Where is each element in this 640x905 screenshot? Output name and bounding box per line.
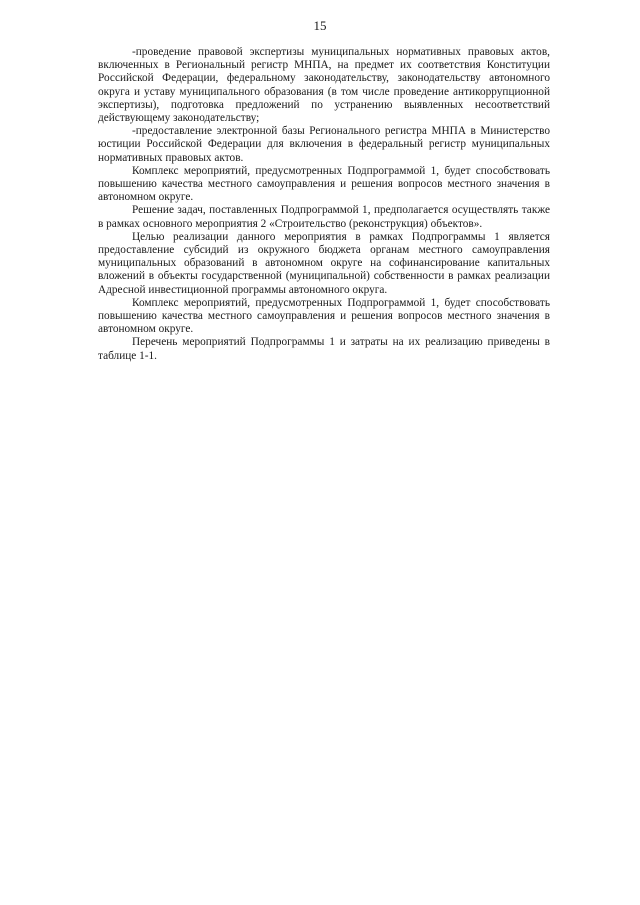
paragraph-measures-list: Перечень мероприятий Подпрограммы 1 и затраты на их реализацию приведены в таблице 1-1. (98, 336, 550, 362)
paragraph-tasks-solution: Решение задач, поставленных Подпрограммой 1, предполагается осуществлять также в рамках основного мероприятия 2 «Строительство (реконструкция) объектов». (98, 204, 550, 230)
paragraph-legal-expertise: -проведение правовой экспертизы муниципальных нормативных правовых актов, включенных в Региональный регистр МНПА, на предмет их соответствия Конституции Российской Федерации, федеральному законодательству, законодательству автономного округа и уставу муниципального образования (в том числе проведение антикоррупционной экспертизы), подготовка предложений по устранению выявленных несоответствий действующему законодательству; (98, 46, 550, 125)
document-body (98, 46, 550, 363)
paragraph-electronic-database: -предоставление электронной базы Регионального регистра МНПА в Министерство юстиции Российской Федерации для включения в федеральный регистр муниципальных нормативных правовых актов. (98, 125, 550, 164)
paragraph-measure-goal: Целью реализации данного мероприятия в рамках Подпрограммы 1 является предоставление субсидий из окружного бюджета органам местного самоуправления муниципальных образований в автономном округе на софинансирование капитальных вложений в объекты государственной (муниципальной) собственности в рамках реализации Адресной инвестиционной программы автономного округа. (98, 230, 550, 296)
page-number: 15 (313, 18, 327, 33)
paragraph-measures-complex-repeat: Комплекс мероприятий, предусмотренных Подпрограммой 1, будет способствовать повышению качества местного самоуправления и решения вопросов местного значения в автономном округе. (98, 296, 550, 336)
paragraph-measures-complex: Комплекс мероприятий, предусмотренных Подпрограммой 1, будет способствовать повышению качества местного самоуправления и решения вопросов местного значения в автономном округе. (98, 164, 550, 204)
